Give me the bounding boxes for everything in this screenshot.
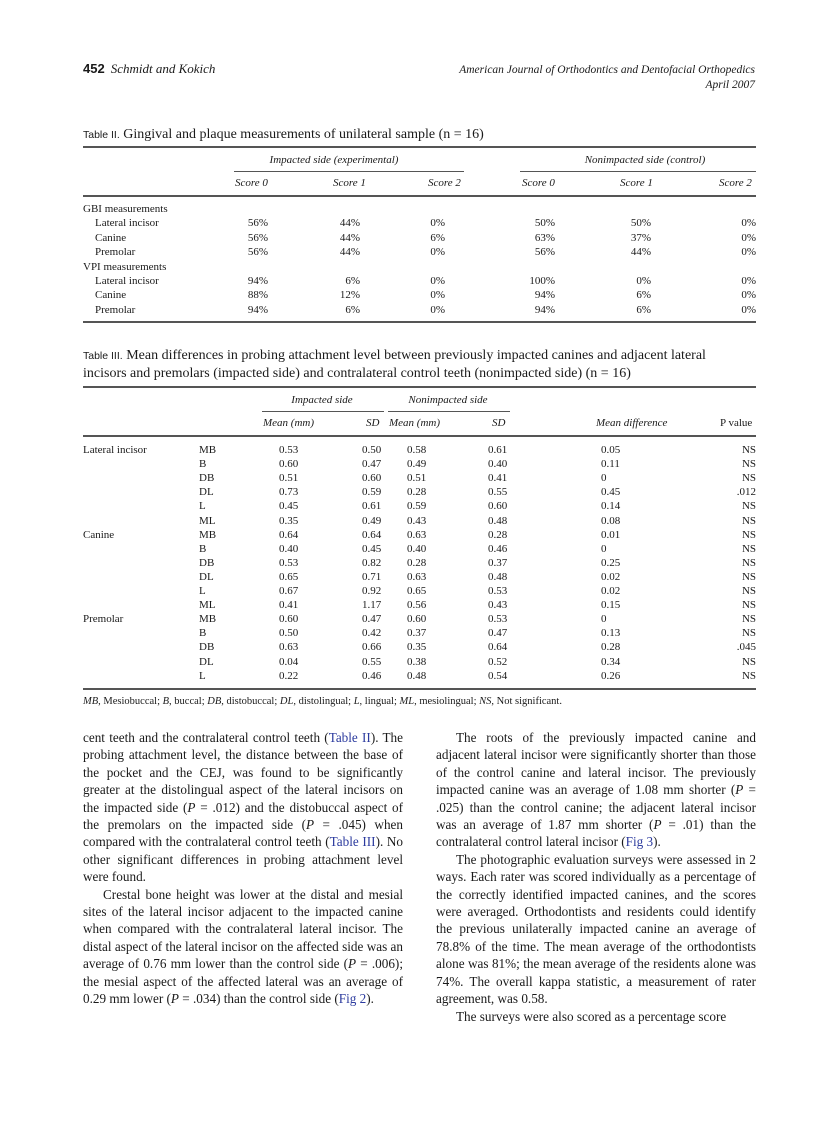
table3-title-line2: incisors and premolars (impacted side) and contralateral control teeth (nonimpacted side) (n = 16) <box>83 366 631 381</box>
table3-cell: 0 <box>601 613 607 626</box>
table2-cell: 0% <box>741 231 756 244</box>
table2-cell: 6% <box>636 303 651 316</box>
table3-cell: 0.63 <box>279 641 299 654</box>
table2-cell: 94% <box>247 303 268 316</box>
table3-cell: 0.25 <box>601 556 621 569</box>
paragraph: cent teeth and the contralateral control teeth (Table II). The probing attachment level, the distance between the base of the pocket and the CEJ, was found to be significantly greater at the distolingual aspect of the lateral incisors on the impacted side (P = .012) and the distobuccal aspect of the premolars on the impacted side (P = .045) when compared with the contralateral control teeth (Table III). No other significant differences in probing attachment level were found. <box>83 730 404 885</box>
table2-cell: 0% <box>430 275 445 287</box>
table2-col-header: Score 0 <box>235 177 268 189</box>
table3-cell: 0.05 <box>601 444 621 456</box>
table2-cell: 0% <box>636 275 651 287</box>
table3-cell: 0.26 <box>601 669 621 682</box>
table2-header-rule <box>83 195 756 197</box>
table2-cell: 0% <box>741 303 756 316</box>
footnote-definition: , lingual; <box>359 696 400 707</box>
table2-cell: 50% <box>630 217 651 230</box>
footnote-abbr: MB <box>83 696 99 707</box>
table3-site: B <box>199 627 207 640</box>
table2-cell: 0% <box>430 303 445 316</box>
table3-cell: 0.46 <box>488 542 508 555</box>
table3-p-value: NS <box>741 613 756 626</box>
table3-site: DL <box>199 655 214 668</box>
table2-group-rule-impacted <box>234 171 464 172</box>
table3-cell: 0.11 <box>601 458 620 471</box>
table3-tooth-label: Lateral incisor <box>83 444 147 456</box>
table3-site: DB <box>199 556 215 569</box>
table2-cell: 50% <box>534 217 555 230</box>
table2-cell: 6% <box>345 275 360 287</box>
table3-col-header: Mean (mm) <box>263 417 315 429</box>
table3-cell: 0.61 <box>362 500 382 513</box>
table3-cell: 0.64 <box>488 641 508 654</box>
table2-cell: 0% <box>430 217 445 230</box>
table2-title: Gingival and plaque measurements of unilateral sample (n = 16) <box>123 127 484 142</box>
table3-cell: 0.37 <box>488 556 508 569</box>
table2-link[interactable]: Table II <box>328 730 371 745</box>
table3-p-value: NS <box>741 669 756 682</box>
table3-site: B <box>199 542 207 555</box>
footnote-abbr: DL <box>279 696 294 707</box>
footnote-abbr: B <box>162 696 170 707</box>
paragraph: Crestal bone height was lower at the distal and mesial sites of the lateral incisor adjacent to the impacted canine when compared with the contralateral lateral incisor. The distal aspect of the lateral incisor on the affected side was an average of 0.76 mm lower than the control side (P = .006); the mesial aspect of the affected lateral was an average of 0.29 mm lower (P = .034) than the control side (Fig 2). <box>83 886 403 1007</box>
table2-cell: 100% <box>529 275 555 287</box>
table2-col-header: Score 0 <box>522 177 555 189</box>
table3-p-value: NS <box>741 444 756 456</box>
table3-site: DL <box>199 486 214 499</box>
table2-row-label: Lateral incisor <box>95 217 159 230</box>
table2-cell: 44% <box>339 217 360 230</box>
table3-cell: 0.47 <box>362 458 382 471</box>
table3-cell: 0.45 <box>279 500 299 513</box>
table3-cell: 0.53 <box>488 613 508 626</box>
table3-site: L <box>199 500 206 513</box>
table3-cell: 0.60 <box>407 613 427 626</box>
footnote-definition: , Not significant. <box>491 696 562 707</box>
table3-header-rule <box>83 435 756 437</box>
table3-cell: 0.50 <box>362 444 382 456</box>
table3-col-header: SD <box>492 417 506 429</box>
table3-site: L <box>199 585 206 597</box>
table3-cell: 0 <box>601 542 607 555</box>
table3-footnote <box>83 696 562 707</box>
table3-cell: 0.64 <box>279 528 299 541</box>
issue-date: April 2007 <box>705 79 755 91</box>
table2-cell: 0% <box>741 289 756 302</box>
table3-col-header: Mean difference <box>596 417 668 429</box>
table3-cell: 0.92 <box>362 585 382 597</box>
table3-cell: 0.63 <box>407 570 427 583</box>
table2-caption <box>83 126 484 144</box>
table3-group-impacted: Impacted side <box>291 394 353 406</box>
fig2-link[interactable]: Fig 2 <box>338 991 367 1007</box>
table2-col-header: Score 1 <box>333 177 366 189</box>
table3-cell: 0.40 <box>488 458 508 471</box>
table3-cell: 0.38 <box>407 655 427 668</box>
table3-cell: 0.53 <box>488 585 508 597</box>
table2-row-label: Premolar <box>95 303 136 316</box>
table3-bottom-rule <box>83 688 756 690</box>
table2-section-header: GBI measurements <box>83 203 168 215</box>
table3-cell: 0.43 <box>407 514 427 527</box>
table3-cell: 0.34 <box>601 655 621 668</box>
table3-cell: 0.53 <box>279 444 299 456</box>
footnote-definition: , buccal; <box>169 696 208 707</box>
table2-col-header: Score 2 <box>428 177 461 189</box>
table3-cell: 0.46 <box>362 669 382 682</box>
table3-site: MB <box>199 528 217 541</box>
table3-cell: 0.14 <box>601 500 621 513</box>
table3-cell: 0 <box>601 472 607 485</box>
table3-cell: 0.54 <box>488 669 508 682</box>
table3-site: DL <box>199 570 214 583</box>
table3-site: ML <box>199 514 216 527</box>
table3-cell: 0.02 <box>601 570 621 583</box>
table2-cell: 56% <box>247 246 268 259</box>
table3-cell: 0.66 <box>362 641 382 654</box>
table2-cell: 0% <box>741 217 756 230</box>
table2-bottom-rule <box>83 321 756 323</box>
table3-cell: 0.50 <box>279 627 299 640</box>
body-column-left <box>83 729 403 1008</box>
table2-group-nonimpacted: Nonimpacted side (control) <box>584 154 706 166</box>
table3-cell: 0.28 <box>488 528 508 541</box>
table3-cell: 0.08 <box>601 514 621 527</box>
table3-label: Table III. <box>83 350 123 362</box>
table3-cell: 0.40 <box>407 542 427 555</box>
table3-cell: 0.35 <box>407 641 427 654</box>
table3-site: L <box>199 669 206 682</box>
table2-cell: 94% <box>534 303 555 316</box>
footnote-abbr: NS <box>479 696 492 707</box>
table3-p-value: .045 <box>736 641 756 654</box>
table3-cell: 0.65 <box>279 570 299 583</box>
table2-row-label: Canine <box>95 231 127 244</box>
table3-cell: 0.67 <box>279 585 299 597</box>
table2-cell: 0% <box>430 246 445 259</box>
paragraph: The photographic evaluation surveys were assessed in 2 ways. Each rater was scored individually as a percentage of the correctly identified impacted canines, and the scores were averaged. Orthodontists and residents could identify the previous unilaterally impacted canine an average of 78.8% of the time. The mean average of the orthodontists alone was 81%; the mean average of the residents alone was 74%. The overall kappa statistic, a measurement of rater agreement, was 0.58. <box>436 851 756 1007</box>
table3-cell: 0.82 <box>362 556 382 569</box>
table2-cell: 94% <box>247 275 268 287</box>
footnote-definition: , distobuccal; <box>221 696 280 707</box>
footnote-definition: , distolingual; <box>293 696 354 707</box>
table2-cell: 88% <box>247 289 268 302</box>
table3-p-value: NS <box>741 542 756 555</box>
table3-cell: 0.49 <box>407 458 427 471</box>
table3-cell: 0.02 <box>601 585 621 597</box>
table3-cell: 0.28 <box>407 556 427 569</box>
table3-p-value: NS <box>741 500 756 513</box>
table3-cell: 0.52 <box>488 655 508 668</box>
table3-p-value: NS <box>741 458 756 471</box>
table3-title-line1: Mean differences in probing attachment level between previously impacted canines and adjacent lateral <box>126 348 706 363</box>
table3-cell: 0.51 <box>279 472 299 485</box>
table2-cell: 63% <box>534 231 555 244</box>
paragraph: The roots of the previously impacted canine and adjacent lateral incisor were significantly shorter than those of the control canine and lateral incisor. The previously impacted canine was an average of 1.08 mm shorter (P = .025) than the control canine; the adjacent lateral incisor was an average of 1.87 mm shorter (P = .01) than the contralateral control lateral incisor (Fig 3). <box>436 730 756 850</box>
table2-cell: 6% <box>430 231 445 244</box>
table2-cell: 44% <box>339 246 360 259</box>
table3-cell: 0.28 <box>407 486 427 499</box>
table2-cell: 6% <box>636 289 651 302</box>
table3-site: MB <box>199 613 217 626</box>
table3-cell: 0.04 <box>279 655 299 668</box>
table3-cell: 0.56 <box>407 599 427 612</box>
table3-cell: 0.42 <box>362 627 382 640</box>
body-column-right <box>436 729 756 1025</box>
footnote-abbr: DB <box>207 696 222 707</box>
table3-p-value: NS <box>741 599 756 612</box>
table3-cell: 0.48 <box>488 570 508 583</box>
table2-top-rule <box>83 146 756 148</box>
table3-col-header: P value <box>720 417 753 429</box>
table3-site: B <box>199 458 207 471</box>
table2-col-header: Score 1 <box>620 177 653 189</box>
table3-cell: 0.47 <box>362 613 382 626</box>
table3-cell: 0.22 <box>279 669 299 682</box>
table3-p-value: .012 <box>736 486 756 499</box>
table2-row-label: Lateral incisor <box>95 275 159 287</box>
table3-site: DB <box>199 472 215 485</box>
table3-p-value: NS <box>741 570 756 583</box>
footnote-definition: , mesiolingual; <box>414 696 480 707</box>
table3-cell: 0.45 <box>362 542 382 555</box>
table2-row-label: Canine <box>95 289 127 302</box>
table3-p-value: NS <box>741 514 756 527</box>
table3-group-nonimpacted: Nonimpacted side <box>408 394 488 406</box>
table2-cell: 44% <box>339 231 360 244</box>
table3-cell: 0.73 <box>279 486 299 499</box>
table2-cell: 94% <box>534 289 555 302</box>
running-header-right <box>459 63 755 93</box>
table2-group-rule-nonimpacted <box>520 171 756 172</box>
table3-top-rule <box>83 386 756 388</box>
table3-cell: 0.41 <box>279 599 299 612</box>
table2-section-header: VPI measurements <box>83 260 167 273</box>
table3-cell: 0.01 <box>601 528 621 541</box>
table3-p-value: NS <box>741 556 756 569</box>
table3-p-value: NS <box>741 655 756 668</box>
table3-tooth-label: Premolar <box>83 613 124 626</box>
table3-cell: 0.64 <box>362 528 382 541</box>
table3-site: DB <box>199 641 215 654</box>
table2-cell: 6% <box>345 303 360 316</box>
footnote-definition: , Mesiobuccal; <box>98 696 163 707</box>
table2-cell: 44% <box>630 246 651 259</box>
authors: Schmidt and Kokich <box>110 61 216 76</box>
table3-cell: 0.60 <box>279 458 299 471</box>
table3-cell: 0.59 <box>407 500 427 513</box>
table3-cell: 0.40 <box>279 542 299 555</box>
table3-col-header: SD <box>366 417 380 429</box>
table3-cell: 0.45 <box>601 486 621 499</box>
table2-row-label: Premolar <box>95 246 136 259</box>
table3-link[interactable]: Table III <box>329 834 376 850</box>
table2-cell: 0% <box>430 289 445 302</box>
table2-cell: 37% <box>630 231 651 244</box>
table3-group-rule-impacted <box>262 411 384 412</box>
table3-group-rule-nonimpacted <box>388 411 510 412</box>
table3-cell: 0.35 <box>279 514 299 527</box>
table3-cell: 0.53 <box>279 556 299 569</box>
table3-cell: 0.41 <box>488 472 508 485</box>
table3-cell: 0.43 <box>488 599 508 612</box>
table3-p-value: NS <box>741 528 756 541</box>
fig3-link[interactable]: Fig 3 <box>625 834 654 850</box>
table3-cell: 0.61 <box>488 444 508 456</box>
table3-p-value: NS <box>741 472 756 485</box>
table3-cell: 0.63 <box>407 528 427 541</box>
running-header-left <box>83 61 215 77</box>
table3-p-value: NS <box>741 627 756 640</box>
table3-cell: 0.58 <box>407 444 427 456</box>
table2-cell: 56% <box>247 217 268 230</box>
table2-col-header: Score 2 <box>719 177 752 189</box>
table3-p-value: NS <box>741 585 756 597</box>
table2-cell: 56% <box>247 231 268 244</box>
table3-cell: 0.47 <box>488 627 508 640</box>
table3-col-header: Mean (mm) <box>389 417 441 429</box>
table3-cell: 0.60 <box>488 500 508 513</box>
paragraph: The surveys were also scored as a percentage score <box>456 1008 727 1024</box>
table2-cell: 56% <box>534 246 555 259</box>
footnote-abbr: L <box>353 696 360 707</box>
table3-cell: 0.37 <box>407 627 427 640</box>
table3-site: ML <box>199 599 216 612</box>
table3-site: MB <box>199 444 217 456</box>
table3-cell: 0.15 <box>601 599 621 612</box>
footnote-abbr: ML <box>399 696 415 707</box>
table3-cell: 0.28 <box>601 641 621 654</box>
table2-label: Table II. <box>83 129 120 141</box>
table3-cell: 0.51 <box>407 472 427 485</box>
table3-cell: 0.65 <box>407 585 427 597</box>
table3-cell: 0.60 <box>362 472 382 485</box>
table2-group-impacted: Impacted side (experimental) <box>269 154 399 166</box>
journal-name: American Journal of Orthodontics and Dentofacial Orthopedics <box>459 64 755 76</box>
table3-cell: 0.55 <box>488 486 508 499</box>
page-number: 452 <box>83 61 105 76</box>
table3-cell: 0.49 <box>362 514 382 527</box>
table3-cell: 0.55 <box>362 655 382 668</box>
table3-caption <box>83 347 758 382</box>
table3-cell: 0.13 <box>601 627 621 640</box>
table2-cell: 12% <box>339 289 360 302</box>
table3-cell: 1.17 <box>362 599 382 612</box>
table3-cell: 0.59 <box>362 486 382 499</box>
table3-cell: 0.48 <box>407 669 427 682</box>
table3-cell: 0.60 <box>279 613 299 626</box>
table3-tooth-label: Canine <box>83 528 115 541</box>
table3-cell: 0.48 <box>488 514 508 527</box>
table2-cell: 0% <box>741 246 756 259</box>
table2-cell: 0% <box>741 275 756 287</box>
table3-cell: 0.71 <box>362 570 382 583</box>
